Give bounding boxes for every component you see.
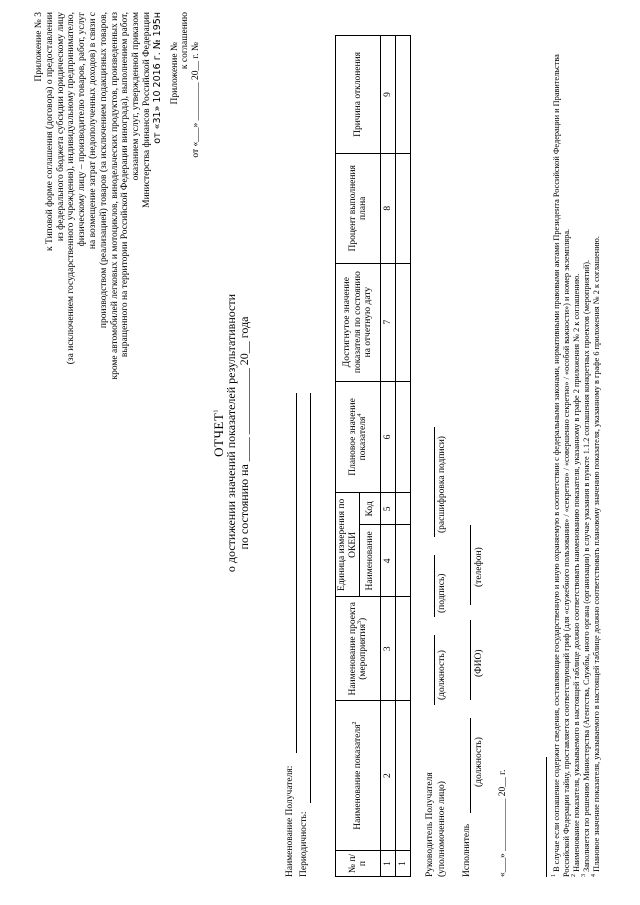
- appendix-number: Приложение №: [169, 42, 180, 105]
- executor-label: Исполнитель: [462, 823, 472, 877]
- col-header-number: № п/п: [336, 851, 381, 877]
- table-cell: [396, 597, 411, 701]
- head-label: Руководитель Получателя: [425, 772, 435, 877]
- header-line: Министерства финансов Российской Федерации: [141, 12, 152, 208]
- col-header-unit: Единица измерения по ОКЕИ: [336, 493, 360, 597]
- report-title-line2: о достижении значений показателей результативности: [224, 293, 238, 573]
- table-cell: [396, 493, 411, 525]
- col-header-reason: Причина отклонения: [336, 36, 381, 154]
- period-label: Периодичность:: [299, 811, 309, 877]
- footnotes: [552, 17, 602, 877]
- head-authorized-label: (уполномоченное лицо): [437, 781, 447, 877]
- col-header-unit-name: Наименование: [360, 525, 381, 597]
- header-line: (за исключением государственного учреждения), индивидуальному предпринимателю,: [66, 12, 77, 365]
- header-line: выращенного на территории Российской Федерации винограда), выполнением работ,: [120, 12, 131, 358]
- signature-line: [434, 555, 435, 617]
- table-cell: [396, 381, 411, 493]
- header-line: физическому лицу – производителю товаров, работ, услуг: [77, 12, 88, 247]
- column-number: 8: [381, 153, 396, 263]
- footnote: $^4$ Плановое значение показателя, указываемого в настоящей таблице должно соответствовать плановому значению показателя, указанному в графе 6 приложения № 2 к соглашению.: [591, 236, 601, 877]
- table-cell: [396, 263, 411, 381]
- recipient-name-line: [296, 393, 297, 753]
- header-line: производством (реализацией) товаров (за исключением подакцизных товаров,: [98, 12, 109, 329]
- header-line: на возмещение затрат (недополученных доходов) в связи с: [87, 12, 98, 250]
- signature-date: «___» ___________ 20__ г.: [498, 769, 508, 877]
- header-line: из федерального бюджета субсидии юридическому лицу: [55, 12, 66, 242]
- signature-line: [434, 635, 435, 705]
- signature-line: [470, 620, 471, 700]
- footnote: $^2$ Наименование показателя, указываемого в настоящей таблице должно соответствовать наименованию показателя, указанному в графе 2 приложения № 2 к соглашению.: [571, 273, 581, 877]
- footnote: $^3$ Заполняется по решению Министерства (Агентства, Службы, иного органа (организации) в случае указания в пункте 1.1.2 соглашения конкретных проектов (мероприятий).: [581, 259, 591, 877]
- col-header-planned: Плановое значение показателя$^4$: [336, 381, 381, 493]
- column-number: 4: [381, 525, 396, 597]
- col-header-project: Наименование проекта (мероприятия$^3$): [336, 597, 381, 701]
- table-cell: [396, 525, 411, 597]
- table-row-number: 1: [396, 851, 411, 877]
- footnote: $^1$ В случае если соглашение содержит сведения, составляющие государственную и иную охраняемую в соответствии с федеральными законами, нормативными правовыми актами Президента Российской Федерации и Правительства Российской Федерации тайну, проставляется соответствующий гриф (для «служебного пользования» / «секретно» / «совершенно секретно» / «особой важности») и номер экземпляра.: [551, 54, 571, 877]
- col-header-achieved: Достигнутое значение показателя по состоянию на отчетную дату: [336, 263, 381, 381]
- phone-caption: (телефон): [474, 547, 484, 587]
- decode-caption: (расшифровка подписи): [437, 436, 447, 533]
- indicators-table: [335, 35, 411, 877]
- table-cell: [396, 701, 411, 851]
- col-header-unit-code: Код: [360, 493, 381, 525]
- column-number: 6: [381, 381, 396, 493]
- header-line: кроме автомобилей легковых и мотоциклов, винодельческих продуктов, произведенных из: [109, 12, 120, 380]
- column-number: 7: [381, 263, 396, 381]
- report-title-main: ОТЧЕТ: [211, 412, 226, 457]
- signature-line: [470, 525, 471, 605]
- report-title: [212, 223, 251, 643]
- signature-line: [434, 427, 435, 537]
- col-header-percent: Процент выполнения плана: [336, 153, 381, 263]
- column-number: 9: [381, 36, 396, 154]
- signature-caption: (подпись): [437, 573, 447, 613]
- header-block: [34, 12, 202, 432]
- table-cell: [396, 36, 411, 154]
- footnote-rule: [546, 757, 547, 877]
- header-line: Приложение № 3: [34, 12, 44, 82]
- header-line: оказанием услуг, утвержденной приказом: [131, 12, 142, 181]
- column-number: 5: [381, 493, 396, 525]
- position-caption: (должность): [437, 650, 447, 700]
- header-line: к Типовой форме соглашения (договора) о предоставлении: [44, 12, 55, 251]
- report-title-line3: по состоянию на ____ ___________ 20__ года: [237, 316, 251, 550]
- position-caption: (должность): [474, 737, 484, 787]
- column-number: 3: [381, 597, 396, 701]
- fio-caption: (ФИО): [474, 649, 484, 677]
- col-header-indicator: Наименование показателя$^2$: [336, 701, 381, 851]
- agreement-date: от «___» ________ 20__ г. №: [191, 42, 202, 158]
- column-number: 1: [381, 851, 396, 877]
- header-date-line: от «31» 10 2016 г. № 195н: [151, 12, 163, 144]
- column-number: 2: [381, 701, 396, 851]
- footnote-ref: 1: [213, 409, 220, 413]
- to-agreement: к соглашению: [180, 12, 191, 70]
- period-line: [310, 393, 311, 803]
- table-cell: [396, 153, 411, 263]
- recipient-name-label: Наименование Получателя:: [285, 765, 295, 877]
- signature-line: [470, 718, 471, 813]
